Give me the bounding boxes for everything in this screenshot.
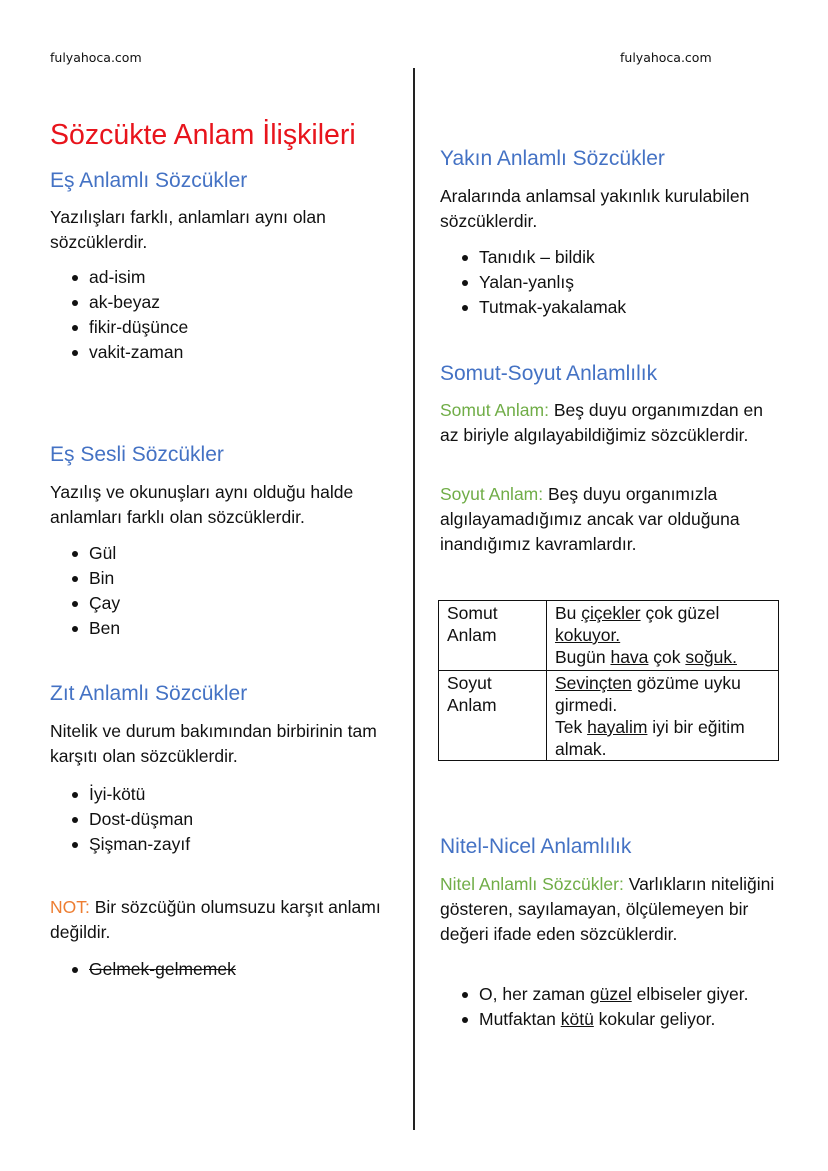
text-soyut: [440, 482, 785, 557]
heading-es-sesli: Eş Sesli Sözcükler: [50, 443, 224, 466]
underlined-word: hayalim: [587, 717, 648, 737]
list-item: Şişman-zayıf: [50, 832, 400, 857]
table-row: [439, 601, 779, 671]
heading-somut-soyut: Somut-Soyut Anlamlılık: [440, 362, 658, 385]
list-note: [50, 957, 400, 982]
text: kokular geliyor.: [593, 1009, 716, 1029]
list-zit: [50, 782, 400, 857]
note: [50, 895, 400, 945]
list-es-anlamli: [50, 265, 400, 365]
heading-es-anlamli: Eş Anlamlı Sözcükler: [50, 169, 248, 192]
heading-nitel-nicel: Nitel-Nicel Anlamlılık: [440, 835, 632, 858]
underlined-word: çiçekler: [581, 603, 641, 623]
text-zit: Nitelik ve durum bakımından birbirinin tam karşıtı olan sözcüklerdir.: [50, 721, 377, 766]
underlined-word: Sevinçten: [555, 673, 632, 693]
text-yakin: Aralarında anlamsal yakınlık kurulabilen sözcüklerdir.: [440, 186, 750, 231]
list-item: vakit-zaman: [50, 340, 400, 365]
row-label: Somut Anlam: [439, 601, 547, 671]
list-item: fikir-düşünce: [50, 315, 400, 340]
text: elbiseler giyer.: [631, 984, 749, 1004]
list-item: ad-isim: [50, 265, 400, 290]
list-item: [440, 1007, 770, 1032]
text: Mutfaktan: [479, 1009, 561, 1029]
heading-zit: Zıt Anlamlı Sözcükler: [50, 682, 248, 705]
text: iyi bir eğitim almak.: [555, 717, 745, 759]
header-right: fulyahoca.com: [620, 50, 712, 65]
list-item: Çay: [50, 591, 400, 616]
list-item: Gül: [50, 541, 400, 566]
page-title: Sözcükte Anlam İlişkileri: [50, 119, 356, 151]
nitel-text: Varlıkların niteliğini gösteren, sayılamayan, ölçülemeyen bir değeri ifade eden sözcüklerdir.: [440, 874, 775, 944]
heading-yakin: Yakın Anlamlı Sözcükler: [440, 147, 665, 170]
underlined-word: hava: [610, 647, 649, 667]
list-item: Yalan-yanlış: [440, 270, 785, 295]
table-row: [439, 671, 779, 761]
header-left: fulyahoca.com: [50, 50, 142, 65]
text-es-anlamli: Yazılışları farklı, anlamları aynı olan sözcüklerdir.: [50, 207, 326, 252]
column-divider: [413, 68, 415, 1130]
text-nitel: [440, 872, 785, 947]
list-yakin: [440, 245, 785, 320]
soyut-label: Soyut Anlam:: [440, 484, 544, 504]
text: O, her zaman: [479, 984, 590, 1004]
list-item: Tutmak-yakalamak: [440, 295, 785, 320]
list-item: Ben: [50, 616, 400, 641]
row-label: Soyut Anlam: [439, 671, 547, 761]
text: gözüme uyku girmedi.: [555, 673, 741, 715]
list-item-struck: Gelmek-gelmemek: [50, 957, 400, 982]
somut-text: Beş duyu organımızdan en az biriyle algılayabildiğimiz sözcüklerdir.: [440, 400, 763, 445]
nitel-label: Nitel Anlamlı Sözcükler:: [440, 874, 624, 894]
row-examples: [547, 601, 779, 671]
underlined-word: güzel: [589, 984, 632, 1004]
list-item: Bin: [50, 566, 400, 591]
list-item: Dost-düşman: [50, 807, 400, 832]
text-somut: [440, 398, 785, 448]
list-item: [440, 982, 770, 1007]
list-item: Tanıdık – bildik: [440, 245, 785, 270]
note-label: NOT:: [50, 897, 90, 917]
list-item: İyi-kötü: [50, 782, 400, 807]
text: Bu: [555, 603, 582, 623]
soyut-text: Beş duyu organımızla algılayamadığımız ancak var olduğuna inandığımız kavramlardır.: [440, 484, 740, 554]
list-item: ak-beyaz: [50, 290, 400, 315]
examples-table: [438, 600, 779, 761]
text: çok: [648, 647, 686, 667]
text-es-sesli: Yazılış ve okunuşları aynı olduğu halde anlamları farklı olan sözcüklerdir.: [50, 482, 354, 527]
somut-label: Somut Anlam:: [440, 400, 549, 420]
list-nitel: [440, 982, 770, 1032]
text: Tek: [555, 717, 588, 737]
underlined-word: kötü: [560, 1009, 594, 1029]
underlined-word: kokuyor.: [555, 625, 621, 645]
list-es-sesli: [50, 541, 400, 641]
text: çok güzel: [640, 603, 720, 623]
underlined-word: soğuk.: [685, 647, 737, 667]
text: Bugün: [555, 647, 611, 667]
note-text: Bir sözcüğün olumsuzu karşıt anlamı değildir.: [50, 897, 381, 942]
row-examples: [547, 671, 779, 761]
